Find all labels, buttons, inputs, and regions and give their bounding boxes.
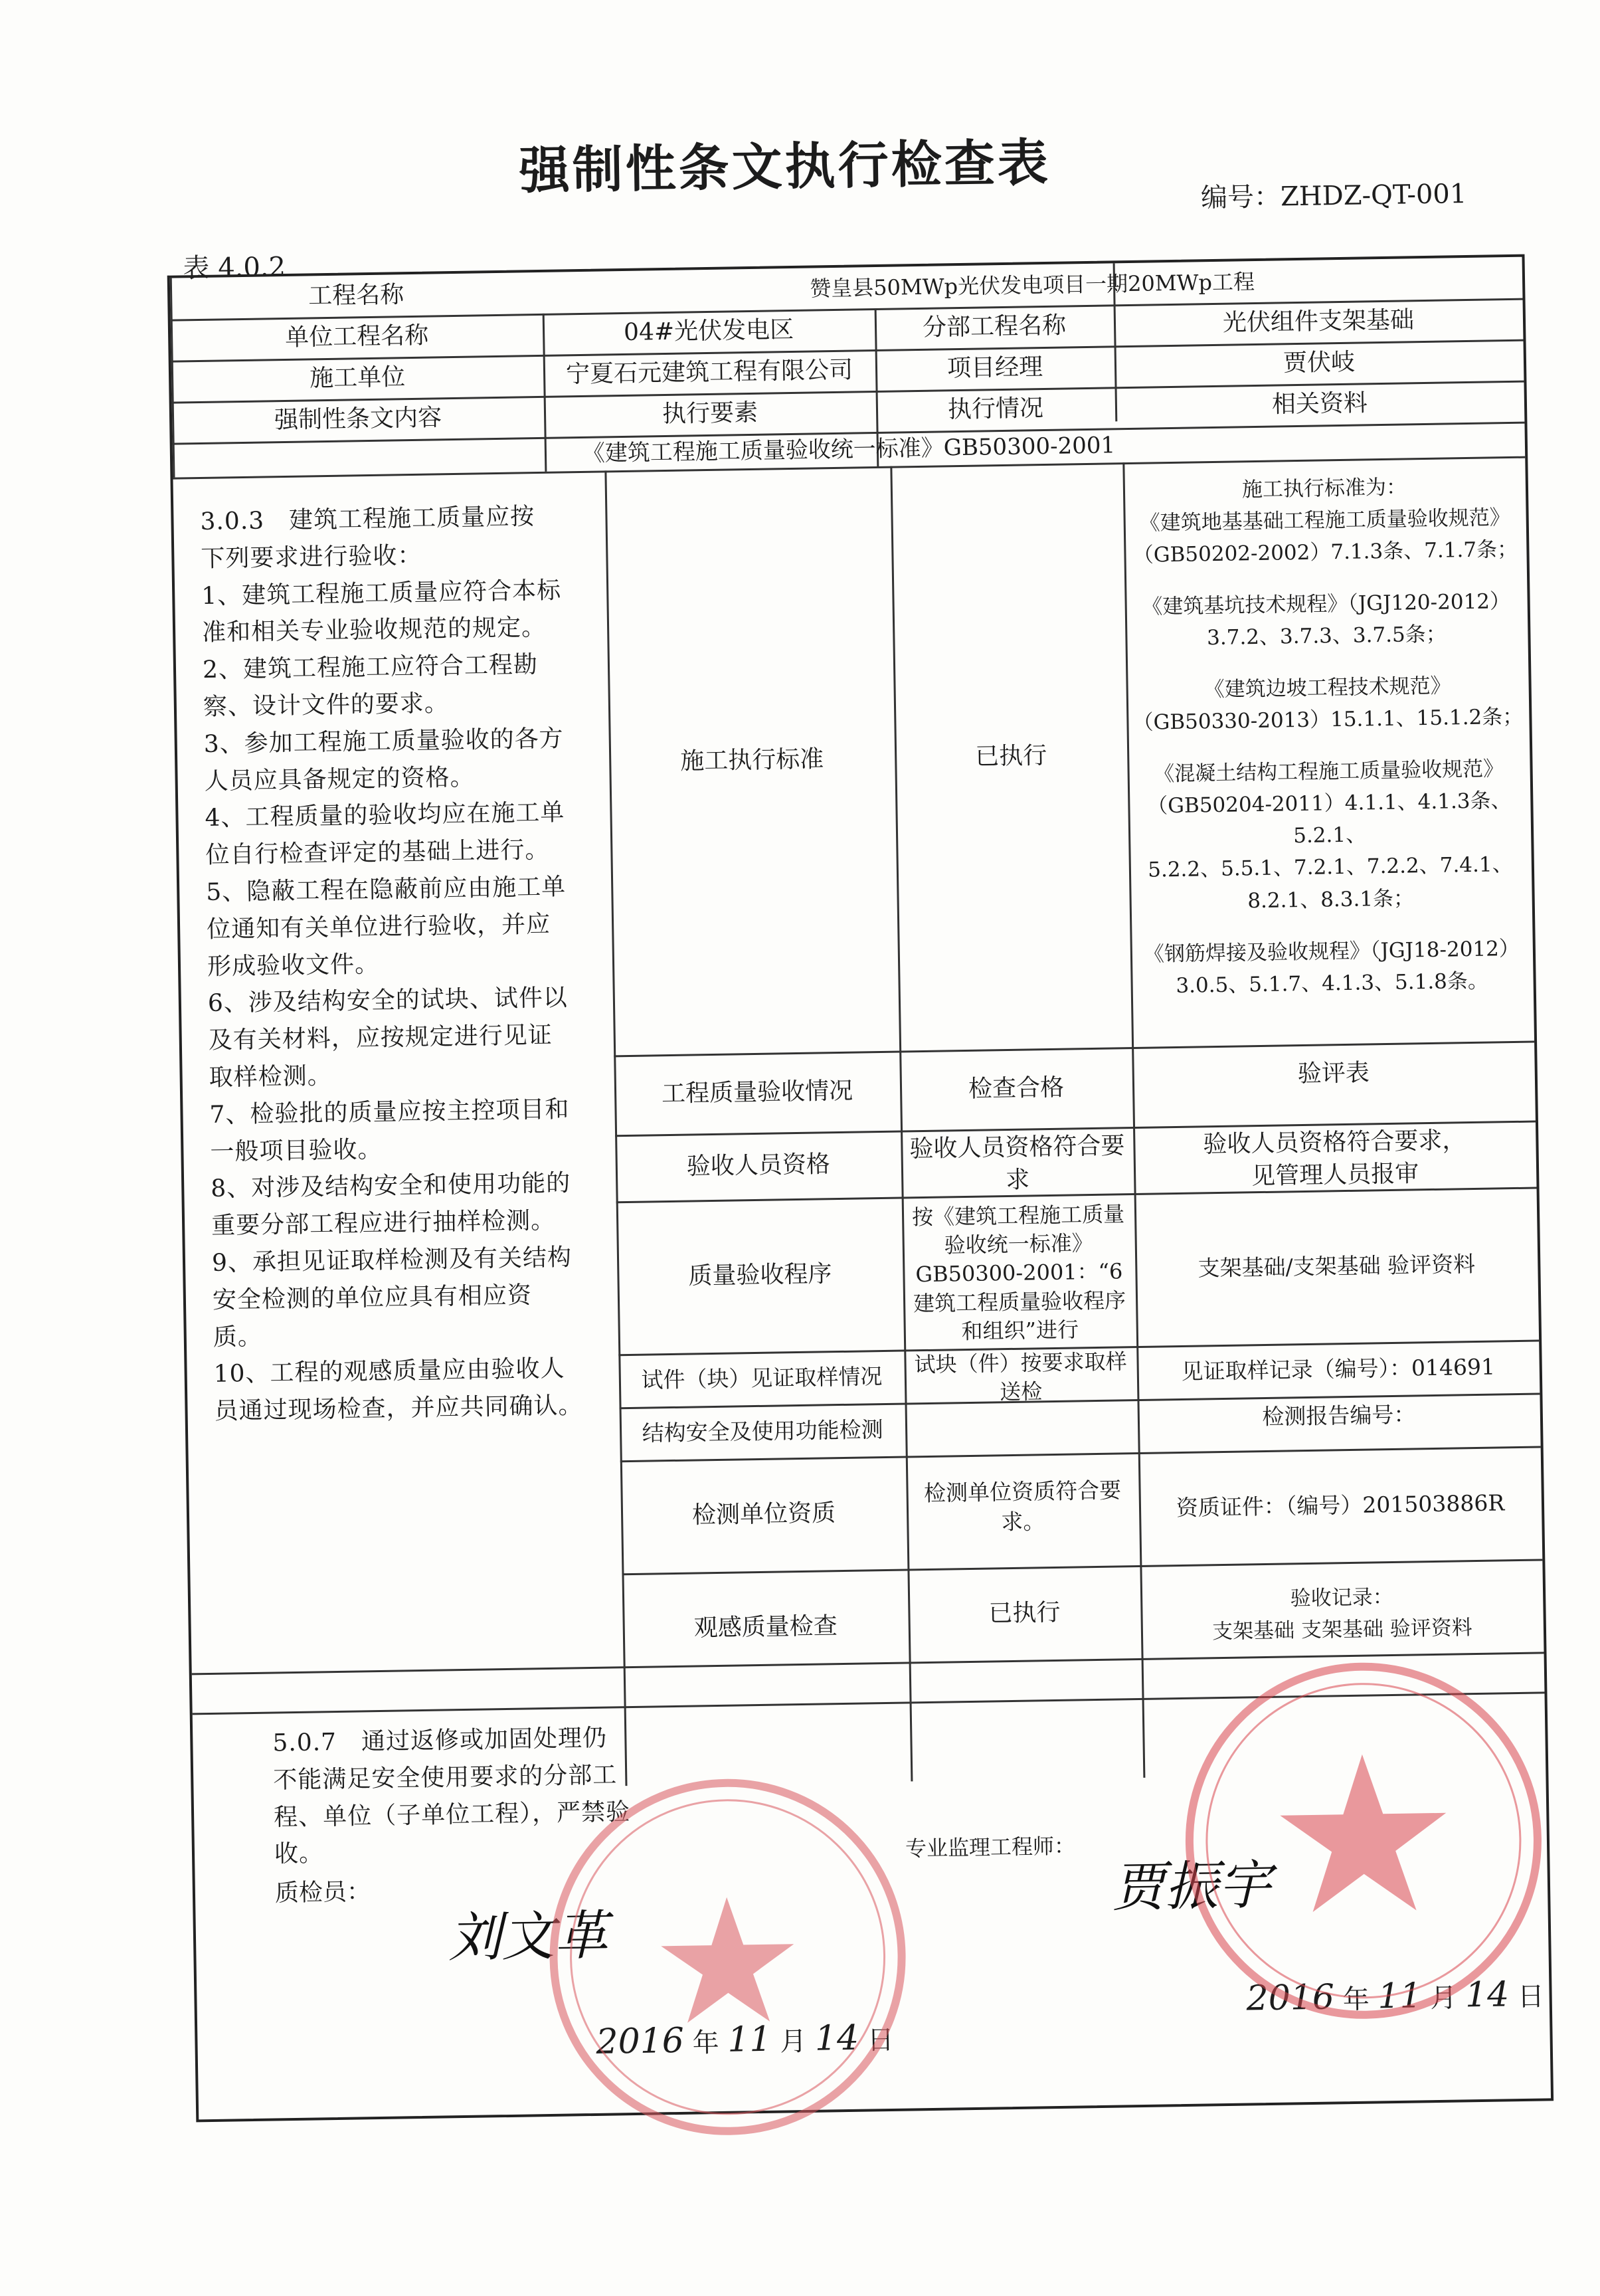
row-procedure-docs: 支架基础/支架基础 验评资料 <box>1198 1250 1476 1282</box>
clause-303-line: 一般项目验收。 <box>210 1135 383 1166</box>
clause-303-line: 安全检测的单位应具有相应资 <box>212 1282 533 1314</box>
clause-303-line: 员通过现场检查，并应共同确认。 <box>214 1392 583 1425</box>
row-lab-req: 检测单位资质 <box>691 1499 836 1529</box>
row-standard-req: 施工执行标准 <box>679 745 824 775</box>
clause-303-line: 及有关材料，应按规定进行见证 <box>208 1021 553 1055</box>
standard-line: 《建筑工程施工质量验收统一标准》GB50300-2001 <box>582 432 1116 467</box>
clause-303-line: 8、对涉及结构安全和使用功能的 <box>210 1169 571 1203</box>
project-name-label: 工程名称 <box>308 281 404 310</box>
row-sampling-req: 试件（块）见证取样情况 <box>641 1363 883 1393</box>
row-appearance-exec: 已执行 <box>988 1598 1061 1628</box>
inspector-date: 2016 年 11 月 14 日 <box>596 2018 895 2062</box>
clause-303-line: 2、建筑工程施工应符合工程勘 <box>202 651 539 684</box>
row-staff-exec: 验收人员资格符合要求 <box>909 1132 1125 1194</box>
clause-303-line: 察、设计文件的要求。 <box>203 690 450 721</box>
unit-project-label: 单位工程名称 <box>284 322 429 351</box>
clause-303-line: 位通知有关单位进行验收，并应 <box>206 910 551 943</box>
clause-303-line: 5、隐蔽工程在隐蔽前应由施工单 <box>205 873 567 906</box>
unit-project-value: 04#光伏发电区 <box>623 316 794 346</box>
row-quality-req: 工程质量验收情况 <box>661 1077 853 1108</box>
row-lab-docs: 资质证件：（编号）201503886R <box>1176 1489 1505 1521</box>
clause-303-line: 6、涉及结构安全的试块、试件以 <box>207 984 569 1018</box>
row-safety-req: 结构安全及使用功能检测 <box>642 1416 883 1446</box>
clause-303-line: 人员应具备规定的资格。 <box>204 763 475 795</box>
table-number: 表 4.0.2 <box>183 251 286 284</box>
document-code: 编号：ZHDZ-QT-001 <box>1200 178 1467 214</box>
clause-303-line: 7、检验批的质量应按主控项目和 <box>209 1096 570 1129</box>
related-docs-label: 相关资料 <box>1271 389 1368 419</box>
clause-303 <box>200 498 613 1430</box>
row-lab-exec: 检测单位资质符合要求。 <box>923 1477 1122 1535</box>
row-quality-exec: 检查合格 <box>968 1074 1065 1103</box>
clause-303-line: 取样检测。 <box>209 1062 332 1092</box>
supervisor-signature: 贾振宇 <box>1111 1854 1272 1919</box>
clause-303-line: 形成验收文件。 <box>207 950 380 981</box>
row-sampling-docs: 见证取样记录（编号）：014691 <box>1181 1353 1496 1385</box>
supervisor-label: 专业监理工程师： <box>905 1833 1076 1862</box>
document-title: 强制性条文执行检查表 <box>519 132 1051 201</box>
project-manager-value: 贾伏岐 <box>1283 348 1356 377</box>
row-standard-docs: 施工执行标准为： 《建筑地基基础工程施工质量验收规范》 （GB50202-2002）7.1.3条、7.1.7条； 《建筑基坑技术规程》（JGJ120-2012） 3.7.2、3.7.3、3.7.5条； 《建筑边坡工程技术规范》 （GB50330-2013）15.1.1、15.1.2条； 《混凝土结构工程施工质量验收规范》 （GB50204-2011）4.1.1、4.1.3条、5.2.1、 5.2.2、5.5.1、7.2.1、7.2.2、7.4.1、 8.2.1、8.3.1条； 《钢筋焊接及验收规程》（JGJ18-2012） 3.0.5、5.1.7、4.1.3、5.1.8条。 <box>1132 475 1524 998</box>
clause-303-line: 3、参加工程施工质量验收的各方 <box>203 725 564 758</box>
clause-content-label: 强制性条文内容 <box>274 404 442 434</box>
inspector-label: 质检员： <box>274 1878 371 1907</box>
clause-507: 5.0.7 通过返修或加固处理仍 不能满足安全使用要求的分部工 程、单位（子单位工程），严禁验 收。 <box>272 1724 631 1868</box>
clause-303-line: 下列要求进行验收： <box>201 541 422 573</box>
supervisor-date: 2016 年 11 月 14 日 <box>1246 1974 1545 2019</box>
clause-303-line: 1、建筑工程施工质量应符合本标 <box>201 577 562 610</box>
row-safety-docs: 检测报告编号： <box>1262 1401 1416 1430</box>
project-manager-label: 项目经理 <box>946 353 1043 383</box>
row-staff-req: 验收人员资格 <box>686 1151 831 1181</box>
clause-303-line: 位自行检查评定的基础上进行。 <box>205 836 550 870</box>
sub-project-value: 光伏组件支架基础 <box>1222 306 1415 337</box>
row-quality-docs: 验评表 <box>1297 1059 1370 1088</box>
execution-status-label: 执行情况 <box>947 395 1044 424</box>
clause-303-line: 重要分部工程应进行抽样检测。 <box>211 1206 556 1240</box>
row-procedure-exec: 按《建筑工程施工质量验收统一标准》GB50300-2001：“6 建筑工程质量验收程序和组织”进行 <box>911 1201 1126 1344</box>
clause-303-line: 10、工程的观感质量应由验收人 <box>213 1355 565 1388</box>
sub-project-label: 分部工程名称 <box>922 312 1067 341</box>
clause-303-line: 9、承担见证取样检测及有关结构 <box>211 1244 573 1277</box>
row-standard-exec: 已执行 <box>974 741 1047 771</box>
row-appearance-docs: 验收记录： 支架基础 支架基础 验评资料 <box>1211 1584 1473 1644</box>
clause-303-line: 3.0.3 建筑工程施工质量应按 <box>200 503 535 535</box>
inspector-signature: 刘文革 <box>448 1904 608 1969</box>
row-sampling-exec: 试块（件）按要求取样送检 <box>914 1349 1127 1405</box>
form-table <box>167 254 1554 2123</box>
project-name-value: 赞皇县50MWp光伏发电项目一期20MWp工程 <box>809 269 1255 302</box>
clause-303-line: 4、工程质量的验收均应在施工单 <box>205 799 565 832</box>
contractor-label: 施工单位 <box>309 363 406 393</box>
row-appearance-req: 观感质量检查 <box>693 1612 838 1642</box>
execution-element-label: 执行要素 <box>662 399 758 429</box>
clause-303-line: 准和相关专业验收规范的规定。 <box>201 614 547 647</box>
contractor-value: 宁夏石元建筑工程有限公司 <box>565 356 853 389</box>
clause-303-line: 质。 <box>213 1323 263 1351</box>
row-staff-docs: 验收人员资格符合要求， 见管理人员报审 <box>1203 1127 1467 1190</box>
row-safety-exec <box>905 1399 1138 1456</box>
row-procedure-req: 质量验收程序 <box>688 1260 832 1290</box>
